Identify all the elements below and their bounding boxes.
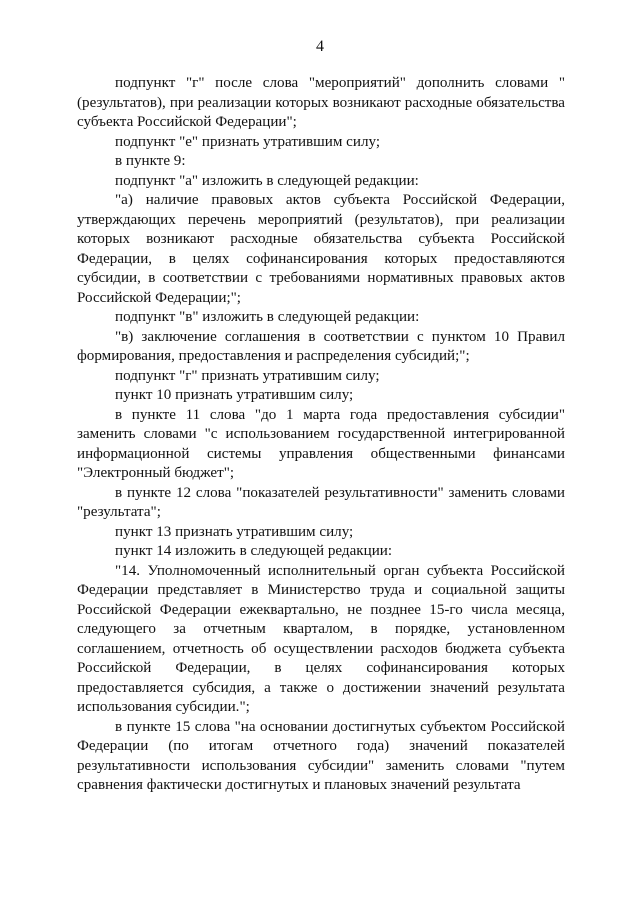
paragraph: в пункте 11 слова "до 1 марта года предоставления субсидии" заменить словами "с использованием государственной интегрированной информационной системы управления общественными финансами "Электронный бюджет"; xyxy=(77,406,565,481)
paragraph: подпункт "г" признать утратившим силу; xyxy=(115,367,380,384)
paragraph: в пункте 12 слова "показателей результативности" заменить словами "результата"; xyxy=(77,484,565,520)
paragraph: подпункт "е" признать утратившим силу; xyxy=(115,133,381,150)
paragraph: в пункте 15 слова "на основании достигнутых субъектом Российской Федерации (по итогам отчетного года) значений показателей результативности использования субсидии" заменить словами "путем сравнения фактически достигнутых и плановых значений результата xyxy=(77,718,565,793)
paragraph: пункт 13 признать утратившим силу; xyxy=(115,523,354,540)
page-number: 4 xyxy=(316,38,324,55)
paragraph: "14. Уполномоченный исполнительный орган субъекта Российской Федерации представляет в Министерство труда и социальной защиты Российской Федерации ежеквартально, не позднее 15-го числа месяца, следующего за отчетным кварталом, в порядке, установленном соглашением, отчетность об осуществлении расходов бюджета субъекта Российской Федерации, в целях софинансирования которых предоставляется субсидия, а также о достижении значений результата использования субсидии."; xyxy=(77,562,565,715)
paragraph: "в) заключение соглашения в соответствии с пунктом 10 Правил формирования, предоставления и распределения субсидий;"; xyxy=(77,328,565,364)
paragraph: пункт 14 изложить в следующей редакции: xyxy=(115,543,393,559)
paragraph: в пункте 9: xyxy=(115,153,186,169)
paragraph: подпункт "г" после слова "мероприятий" дополнить словами "(результатов), при реализации которых возникают расходные обязательства субъекта Российской Федерации"; xyxy=(77,75,565,130)
document-body xyxy=(77,74,565,796)
paragraph: "а) наличие правовых актов субъекта Российской Федерации, утверждающих перечень мероприятий (результатов), при реализации которых возникают расходные обязательства субъекта Российской Федерации, в целях софинансирования которых предоставляются субсидии, в соответствии с требованиями нормативных правовых актов Российской Федерации;"; xyxy=(77,192,565,306)
paragraph: подпункт "в" изложить в следующей редакции: xyxy=(115,309,420,325)
paragraph: подпункт "а" изложить в следующей редакции: xyxy=(115,172,419,189)
paragraph: пункт 10 признать утратившим силу; xyxy=(115,387,354,403)
